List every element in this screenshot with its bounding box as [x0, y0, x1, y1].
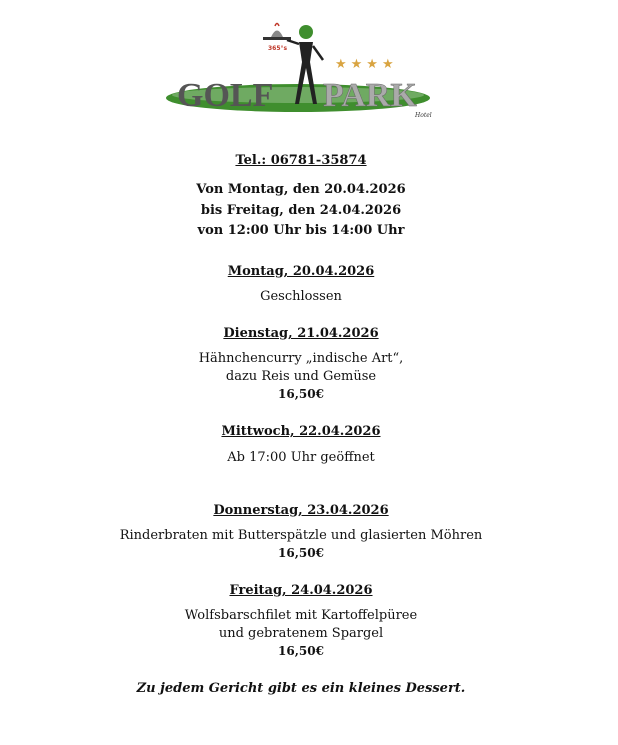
logo-hotel-text: Hotel: [415, 112, 432, 118]
day-dish-tuesday-line-2: dazu Reis und Gemüse: [225, 369, 377, 384]
day-dish-tuesday-line-1: Hähnchencurry „indische Art“,: [198, 351, 404, 366]
day-heading-tuesday: Dienstag, 21.04.2026: [223, 326, 379, 341]
dessert-note: Zu jedem Gericht gibt es ein kleines Dessert.: [136, 681, 466, 696]
day-dish-thursday: Rinderbraten mit Butterspätzle und glasierten Möhren: [119, 528, 483, 543]
day-heading-monday: Montag, 20.04.2026: [227, 264, 375, 279]
day-heading-thursday: Donnerstag, 23.04.2026: [213, 503, 389, 518]
logo-graphic: [163, 18, 445, 118]
period-line-2: bis Freitag, den 24.04.2026: [200, 203, 402, 218]
day-price-tuesday: 16,50€: [278, 387, 324, 401]
day-dish-monday: Geschlossen: [260, 289, 342, 304]
day-heading-wednesday: Mittwoch, 22.04.2026: [221, 424, 381, 439]
day-dish-friday-line-2: und gebratenem Spargel: [218, 626, 384, 641]
logo-word-golf: GOLF: [177, 77, 274, 114]
day-dish-friday-line-1: Wolfsbarschfilet mit Kartoffelpüree: [184, 608, 418, 623]
phone-number: Tel.: 06781-35874: [235, 153, 367, 168]
period-line-3: von 12:00 Uhr bis 14:00 Uhr: [197, 223, 405, 238]
period-line-1: Von Montag, den 20.04.2026: [196, 182, 406, 197]
day-dish-wednesday: Ab 17:00 Uhr geöffnet: [227, 450, 375, 465]
logo-badge: 365°s: [268, 45, 288, 52]
day-price-friday: 16,50€: [278, 644, 324, 658]
day-heading-friday: Freitag, 24.04.2026: [229, 583, 373, 598]
logo-word-park: PARK: [323, 77, 417, 114]
logo-stars: ★★★★: [335, 57, 398, 72]
day-price-thursday: 16,50€: [278, 546, 324, 560]
golfpark-logo: [163, 18, 445, 118]
